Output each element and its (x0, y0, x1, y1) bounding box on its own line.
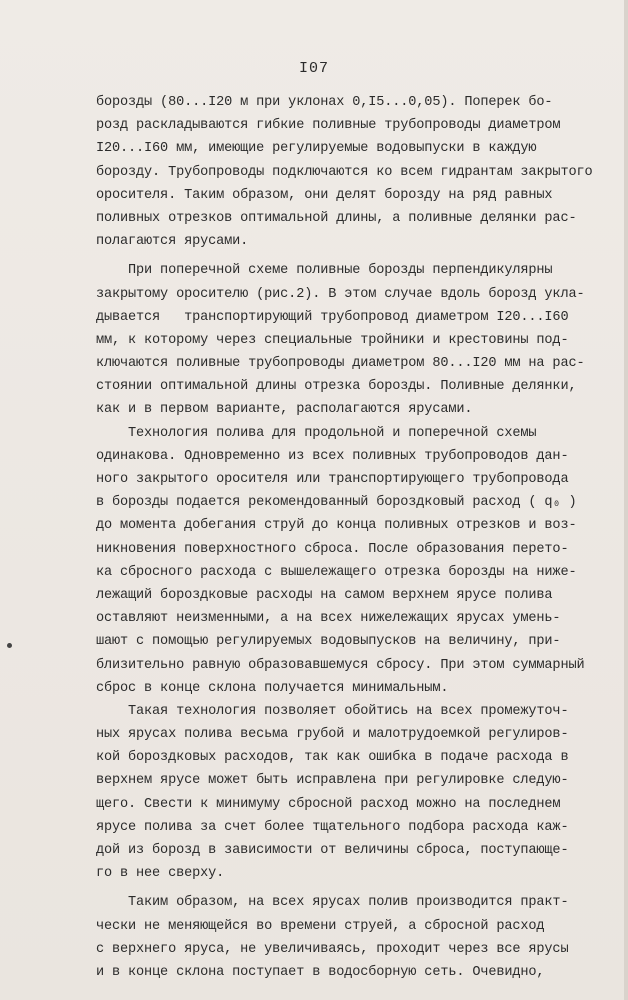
text-line: оросителя. Таким образом, они делят борозду на ряд равных (96, 187, 553, 203)
text-line: борозду. Трубопроводы подключаются ко всем гидрантам закрытого (96, 164, 593, 180)
text-line: ного закрытого оросителя или транспортирующего трубопровода (96, 472, 569, 487)
text-line: борозды (80...I20 м при уклонах 0,I5...0,05). Поперек бо- (96, 95, 553, 110)
text-line: го в нее сверху. (96, 866, 225, 882)
text-line: сброс в конце склона получается минимальным. (96, 680, 449, 696)
text-line: Такая технология позволяет обойтись на всех промежуточ- (96, 703, 569, 719)
text-line: как и в первом варианте, располагаются ярусами. (96, 402, 473, 418)
text-line: верхнем ярусе может быть исправлена при регулировке следую- (96, 773, 569, 789)
text-line: с верхнего яруса, не увеличиваясь, проходит через все ярусы (96, 941, 569, 957)
text-line: ка сбросного расхода с вышележащего отрезка борозды на ниже- (96, 564, 577, 580)
text-line: розд раскладываются гибкие поливные трубопроводы диаметром (96, 118, 561, 134)
text-line: закрытому оросителю (рис.2). В этом случае вдоль борозд укла- (96, 286, 585, 302)
page-edge (624, 0, 628, 1000)
margin-dot (7, 643, 12, 648)
text-line: ных ярусах полива весьма грубой и малотрудоемкой регулиров- (96, 727, 569, 743)
text-line: и в конце склона поступает в водосборную сеть. Очевидно, (96, 964, 545, 980)
text-line: ярусе полива за счет более тщательного подбора расхода каж- (96, 819, 569, 835)
text-line: Таким образом, на всех ярусах полив производится практ- (96, 895, 569, 911)
text-line: поливных отрезков оптимальной длины, а поливные делянки рас- (96, 210, 577, 226)
text-line: дывается транспортирующий трубопровод диаметром I20...I60 (96, 309, 569, 325)
text-line: одинакова. Одновременно из всех поливных трубопроводов дан- (96, 448, 569, 464)
text-line: лежащий бороздковые расходы на самом верхнем ярусе полива (96, 587, 553, 603)
page-number: I07 (298, 60, 329, 77)
text-line: щего. Свести к минимуму сбросной расход можно на последнем (96, 796, 561, 812)
text-line: мм, к которому через специальные тройники и крестовины под- (96, 332, 569, 348)
body-text (96, 91, 593, 984)
text-line: стоянии оптимальной длины отрезка борозды. Поливные делянки, (96, 379, 577, 395)
text-line: в борозды подается рекомендованный бороздковый расход ( q₀ ) (96, 495, 577, 511)
text-line: ключаются поливные трубопроводы диаметром 80...I20 мм на рас- (96, 356, 585, 372)
text-line: I20...I60 мм, имеющие регулируемые водовыпуски в каждую (96, 141, 537, 157)
text-line: шают с помощью регулируемых водовыпусков на величину, при- (96, 634, 561, 650)
text-line: чески не меняющейся во времени струей, а сбросной расход (96, 918, 545, 934)
text-line: близительно равную образовавшемуся сбросу. При этом суммарный (96, 657, 585, 673)
text-line: дой из борозд в зависимости от величины сброса, поступающе- (96, 843, 569, 858)
text-line: кой бороздковых расходов, так как ошибка в подаче расхода в (96, 750, 569, 766)
text-line: полагаются ярусами. (96, 234, 249, 250)
text-line: до момента добегания струй до конца поливных отрезков и воз- (96, 518, 577, 534)
text-line: никновения поверхностного сброса. После образования перето- (96, 541, 569, 557)
text-line: При поперечной схеме поливные борозды перпендикулярны (96, 263, 553, 279)
text-line: оставляют неизменными, а на всех нижележащих ярусах умень- (96, 611, 561, 627)
text-line: Технология полива для продольной и поперечной схемы (96, 425, 537, 441)
